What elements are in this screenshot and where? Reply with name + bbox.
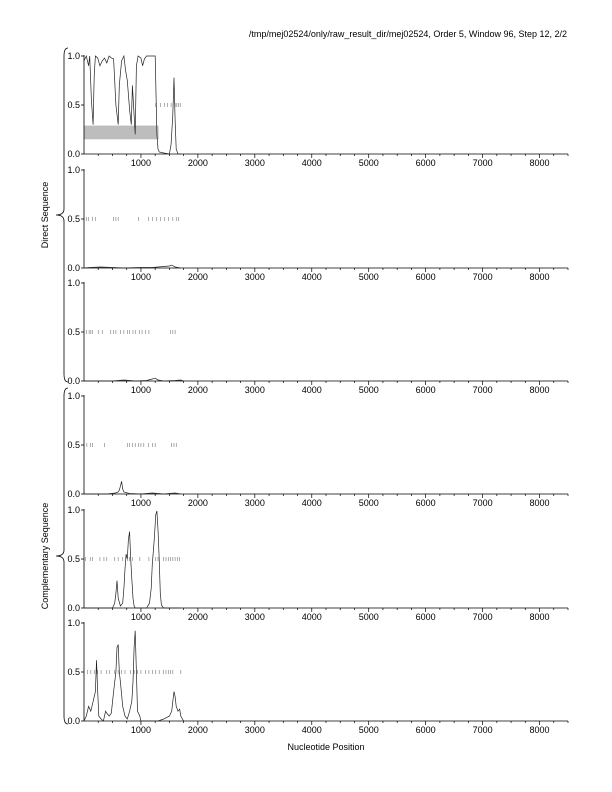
series-line: [84, 631, 184, 721]
x-tick-label: 7000: [472, 725, 493, 735]
x-tick-label: 3000: [244, 612, 265, 622]
x-tick-label: 4000: [301, 385, 322, 395]
y-tick-label: 1.0: [67, 505, 80, 515]
complementary-sequence-label: Complementary Sequence: [40, 502, 50, 610]
y-tick-label: 0.0: [67, 149, 80, 159]
panel-4: [67, 391, 568, 508]
x-tick-label: 8000: [529, 272, 550, 282]
x-tick-label: 5000: [358, 612, 379, 622]
x-tick-label: 7000: [472, 612, 493, 622]
y-tick-label: 1.0: [67, 618, 80, 628]
y-tick-label: 1.0: [67, 165, 80, 175]
x-tick-label: 4000: [301, 498, 322, 508]
series-line: [84, 481, 181, 494]
complementary-sequence-bracket: [56, 388, 68, 724]
x-tick-label: 3000: [244, 385, 265, 395]
x-tick-label: 1000: [130, 272, 151, 282]
x-tick-label: 1000: [130, 725, 151, 735]
x-tick-label: 8000: [529, 498, 550, 508]
x-tick-label: 1000: [130, 158, 151, 168]
x-tick-label: 6000: [415, 385, 436, 395]
panel-1: [67, 51, 568, 168]
y-tick-label: 0.5: [67, 327, 80, 337]
y-tick-label: 0.0: [67, 603, 80, 613]
x-tick-label: 6000: [415, 612, 436, 622]
x-tick-label: 2000: [187, 272, 208, 282]
x-tick-label: 3000: [244, 272, 265, 282]
x-tick-label: 8000: [529, 725, 550, 735]
x-tick-label: 8000: [529, 385, 550, 395]
y-tick-label: 0.5: [67, 440, 80, 450]
x-tick-label: 7000: [472, 158, 493, 168]
panel-3: [67, 278, 568, 395]
x-tick-label: 1000: [130, 612, 151, 622]
y-tick-label: 1.0: [67, 51, 80, 61]
x-tick-label: 5000: [358, 725, 379, 735]
y-tick-label: 1.0: [67, 278, 80, 288]
x-tick-label: 2000: [187, 385, 208, 395]
x-tick-label: 7000: [472, 272, 493, 282]
x-tick-label: 5000: [358, 158, 379, 168]
x-tick-label: 7000: [472, 498, 493, 508]
x-tick-label: 2000: [187, 725, 208, 735]
x-tick-label: 8000: [529, 612, 550, 622]
highlight-band: [84, 126, 159, 140]
panel-2: [67, 165, 568, 282]
x-tick-label: 3000: [244, 725, 265, 735]
x-tick-label: 4000: [301, 272, 322, 282]
y-tick-label: 0.5: [67, 100, 80, 110]
x-tick-label: 5000: [358, 385, 379, 395]
x-tick-label: 6000: [415, 272, 436, 282]
y-tick-label: 0.5: [67, 214, 80, 224]
y-tick-label: 1.0: [67, 391, 80, 401]
y-tick-label: 0.0: [67, 376, 80, 386]
x-tick-label: 4000: [301, 725, 322, 735]
series-line: [84, 378, 184, 381]
direct-sequence-bracket: [56, 48, 68, 382]
x-tick-label: 6000: [415, 725, 436, 735]
x-tick-label: 8000: [529, 158, 550, 168]
x-tick-label: 4000: [301, 158, 322, 168]
y-tick-label: 0.5: [67, 667, 80, 677]
x-tick-label: 7000: [472, 385, 493, 395]
x-tick-label: 3000: [244, 498, 265, 508]
x-tick-label: 4000: [301, 612, 322, 622]
y-tick-label: 0.5: [67, 554, 80, 564]
group-brackets: [40, 48, 68, 724]
x-tick-label: 5000: [358, 272, 379, 282]
chart-title: /tmp/mej02524/only/raw_result_dir/mej02524, Order 5, Window 96, Step 12, 2/2: [248, 29, 567, 39]
x-tick-label: 6000: [415, 158, 436, 168]
x-tick-label: 3000: [244, 158, 265, 168]
x-tick-label: 2000: [187, 498, 208, 508]
direct-sequence-label: Direct Sequence: [40, 181, 50, 249]
x-tick-label: 2000: [187, 158, 208, 168]
x-tick-label: 2000: [187, 612, 208, 622]
x-tick-label: 5000: [358, 498, 379, 508]
panel-5: [67, 505, 568, 622]
x-tick-label: 1000: [130, 498, 151, 508]
series-line: [84, 265, 181, 268]
y-tick-label: 0.0: [67, 716, 80, 726]
x-tick-label: 6000: [415, 498, 436, 508]
y-tick-label: 0.0: [67, 263, 80, 273]
x-tick-label: 1000: [130, 385, 151, 395]
plot-panels: [67, 51, 568, 735]
x-axis-label: Nucleotide Position: [287, 742, 365, 752]
y-tick-label: 0.0: [67, 489, 80, 499]
panel-6: [67, 618, 568, 735]
